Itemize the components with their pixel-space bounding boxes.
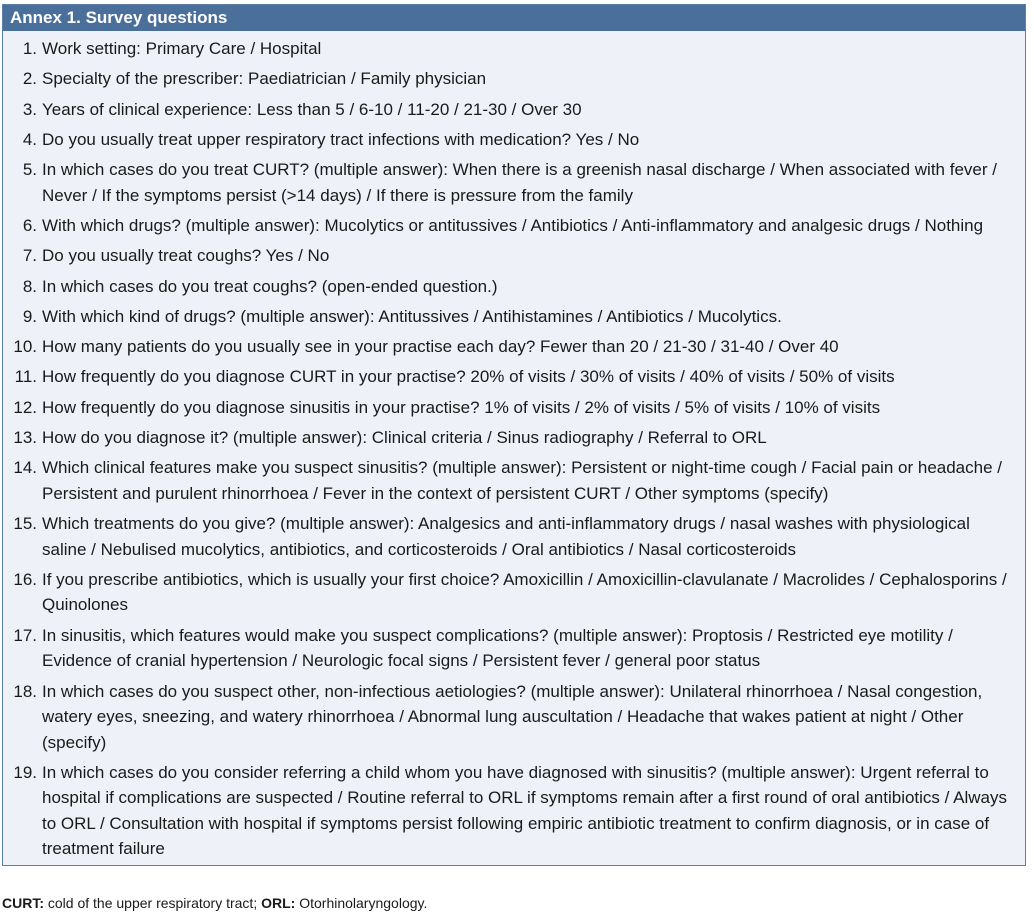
question-number: 18. (13, 681, 37, 701)
question-number: 1. (22, 39, 37, 58)
question-number: 16. (13, 569, 37, 589)
question-number: 5. (22, 160, 37, 180)
question-text: How frequently do you diagnose CURT in your practise? 20% of visits / 30% of visits / 40% of visits / 50% of visits (42, 367, 895, 387)
question-number: 4. (22, 129, 37, 149)
question-text: How many patients do you usually see in your practise each day? Fewer than 20 / 21-30 / 31-40 / Over 40 (42, 337, 839, 357)
question-number: 9. (22, 306, 37, 326)
question-item (3, 66, 1025, 92)
question-text: How frequently do you diagnose sinusitis in your practise? 1% of visits / 2% of visits / 5% of visits / 10% of visits (42, 397, 881, 417)
question-number: 10. (13, 337, 37, 357)
footnote-def-orl: Otorhinolaryngology. (295, 895, 428, 911)
question-item (3, 511, 1025, 562)
survey-annex-table (2, 4, 1026, 866)
question-item (3, 274, 1025, 300)
question-text: With which drugs? (multiple answer): Mucolytics or antitussives / Antibiotics / Anti-inflammatory and analgesic drugs / Nothing (42, 215, 984, 235)
question-number: 15. (13, 514, 37, 534)
question-item (3, 679, 1025, 756)
question-text: If you prescribe antibiotics, which is usually your first choice? Amoxicillin / Amoxicillin-clavulanate / Macrolides / Cephalosporins / Quinolones (42, 569, 1007, 615)
question-item (3, 395, 1025, 421)
footnote-abbr-orl: ORL: (261, 895, 296, 911)
question-number: 8. (22, 276, 37, 296)
question-item (3, 304, 1025, 330)
question-number: 11. (14, 367, 37, 387)
question-item (3, 243, 1025, 269)
question-item (3, 760, 1025, 862)
question-text: With which kind of drugs? (multiple answer): Antitussives / Antihistamines / Antibiotics / Mucolytics. (42, 306, 782, 326)
question-item (3, 623, 1025, 674)
question-number: 17. (13, 625, 37, 645)
question-text: Which clinical features make you suspect sinusitis? (multiple answer): Persistent or night-time cough / Facial pain or headache / Persistent and purulent rhinorrhoea / Fever in the context of persistent CURT / Other symptoms (specify) (42, 458, 1002, 503)
question-text: How do you diagnose it? (multiple answer): Clinical criteria / Sinus radiography / Referral to ORL (42, 428, 767, 448)
question-text: Which treatments do you give? (multiple answer): Analgesics and anti-inflammatory drugs / nasal washes with physiological saline / Nebulised mucolytics, antibiotics, and corticosteroids / Oral antibiotics / Nasal corticosteroids (42, 514, 970, 559)
footnote (2, 893, 427, 913)
question-text: Work setting: Primary Care / Hospital (42, 39, 322, 58)
question-text: In sinusitis, which features would make you suspect complications? (multiple answer): Proptosis / Restricted eye motility / Evidence of cranial hypertension / Neurologic focal signs / Persistent fever / general poor status (42, 625, 953, 671)
question-item (3, 213, 1025, 239)
question-text: Do you usually treat upper respiratory tract infections with medication? Yes / No (42, 129, 640, 149)
question-item (3, 425, 1025, 451)
question-number: 13. (13, 428, 37, 448)
question-number: 2. (22, 69, 37, 89)
question-number: 12. (13, 397, 37, 417)
question-item (3, 567, 1025, 618)
question-number: 19. (13, 762, 37, 782)
question-number: 14. (13, 458, 37, 478)
question-item (3, 455, 1025, 506)
question-text: Do you usually treat coughs? Yes / No (42, 246, 330, 266)
question-number: 6. (22, 215, 37, 235)
question-item (3, 97, 1025, 123)
question-text: Years of clinical experience: Less than 5 / 6-10 / 11-20 / 21-30 / Over 30 (42, 99, 582, 119)
question-item (3, 157, 1025, 208)
question-number: 3. (22, 99, 37, 119)
annex-title: Annex 1. Survey questions (3, 5, 1025, 31)
question-text: In which cases do you treat CURT? (multiple answer): When there is a greenish nasal discharge / When associated with fever / Never / If the symptoms persist (>14 days) / If there is pressure from the family (42, 160, 997, 205)
question-text: In which cases do you treat coughs? (open-ended question.) (42, 276, 498, 296)
question-text: Specialty of the prescriber: Paediatrician / Family physician (42, 69, 487, 89)
question-list (3, 31, 1025, 865)
question-item (3, 127, 1025, 153)
question-item (3, 364, 1025, 390)
footnote-def-curt: cold of the upper respiratory tract; (44, 895, 262, 911)
question-text: In which cases do you suspect other, non-infectious aetiologies? (multiple answer): Unilateral rhinorrhoea / Nasal congestion, watery eyes, sneezing, and watery rhinorrhoea / Abnormal lung auscultation / Headache that wakes patient at night / Other (specify) (42, 681, 983, 752)
question-item (3, 334, 1025, 360)
footnote-abbr-curt: CURT: (2, 895, 44, 911)
question-item (3, 36, 1025, 62)
question-number: 7. (22, 246, 37, 266)
question-text: In which cases do you consider referring a child whom you have diagnosed with sinusitis? (multiple answer): Urgent referral to hospital if complications are suspected / Routine referral to ORL if symptoms remain after a first round of oral antibiotics / Always to ORL / Consultation with hospital if symptoms persist following empiric antibiotic treatment to confirm diagnosis, or in case of treatment failure (42, 762, 1008, 859)
